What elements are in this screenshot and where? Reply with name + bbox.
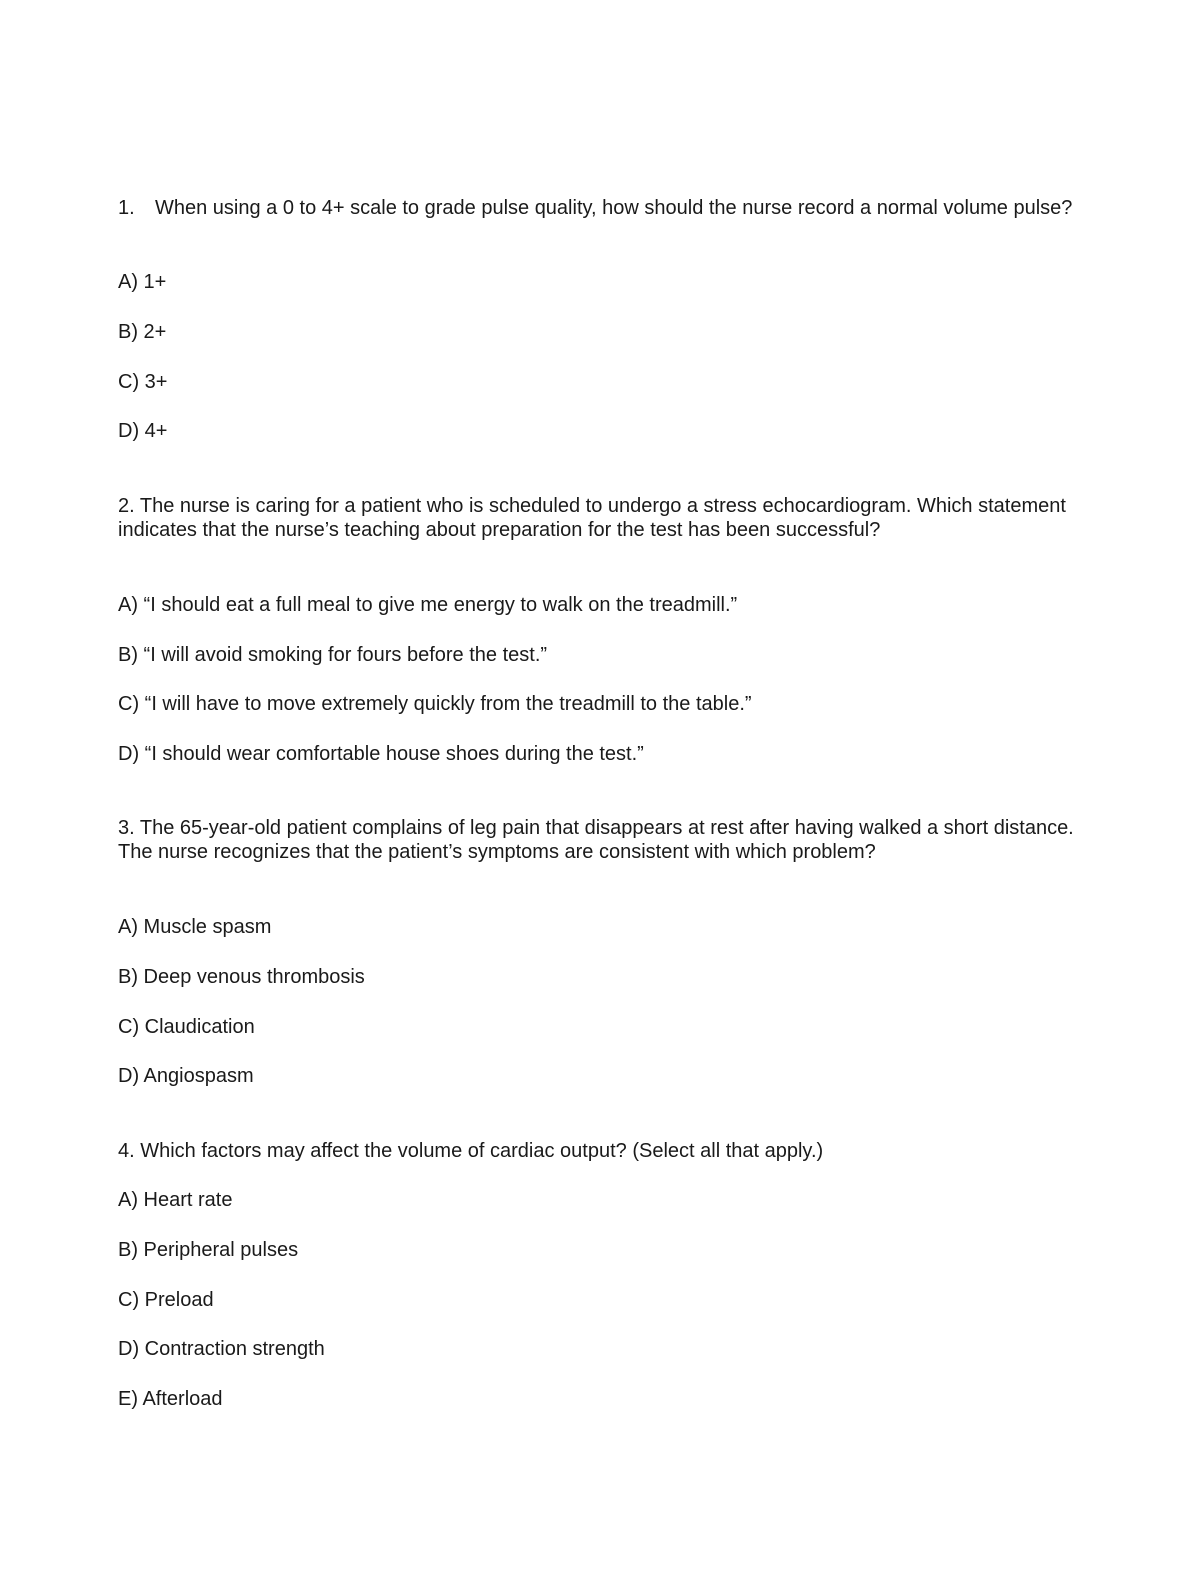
question-1-number: 1. bbox=[118, 197, 135, 219]
question-1-option-b: B) 2+ bbox=[118, 321, 167, 343]
question-1-option-a: A) 1+ bbox=[118, 271, 167, 293]
question-3-option-d: D) Angiospasm bbox=[118, 1065, 254, 1087]
question-2-stem: 2. The nurse is caring for a patient who is scheduled to undergo a stress echocardiogram. Which statement indicates that the nurse’s teaching about preparation for the test has been successful? bbox=[118, 495, 1066, 541]
question-2-option-a: A) “I should eat a full meal to give me energy to walk on the treadmill.” bbox=[118, 594, 738, 616]
question-3-stem: 3. The 65-year-old patient complains of leg pain that disappears at rest after having walked a short distance. The nurse recognizes that the patient’s symptoms are consistent with which problem? bbox=[118, 817, 1074, 863]
question-4-option-e: E) Afterload bbox=[118, 1388, 223, 1410]
question-4-option-b: B) Peripheral pulses bbox=[118, 1239, 299, 1261]
question-4-option-a: A) Heart rate bbox=[118, 1189, 233, 1211]
question-3-option-a: A) Muscle spasm bbox=[118, 916, 272, 938]
question-3-option-c: C) Claudication bbox=[118, 1016, 255, 1038]
question-1-option-c: C) 3+ bbox=[118, 371, 168, 393]
question-4-option-d: D) Contraction strength bbox=[118, 1338, 325, 1360]
question-2-option-c: C) “I will have to move extremely quickly from the treadmill to the table.” bbox=[118, 693, 752, 715]
question-3-option-b: B) Deep venous thrombosis bbox=[118, 966, 365, 988]
question-1-option-d: D) 4+ bbox=[118, 420, 168, 442]
question-4-stem: 4. Which factors may affect the volume of cardiac output? (Select all that apply.) bbox=[118, 1140, 824, 1162]
question-2-option-d: D) “I should wear comfortable house shoes during the test.” bbox=[118, 743, 644, 765]
question-4-option-c: C) Preload bbox=[118, 1289, 214, 1311]
question-2-option-b: B) “I will avoid smoking for fours before the test.” bbox=[118, 644, 548, 666]
question-1-stem bbox=[118, 196, 1078, 220]
question-1-text: When using a 0 to 4+ scale to grade pulse quality, how should the nurse record a normal volume pulse? bbox=[155, 197, 1073, 219]
